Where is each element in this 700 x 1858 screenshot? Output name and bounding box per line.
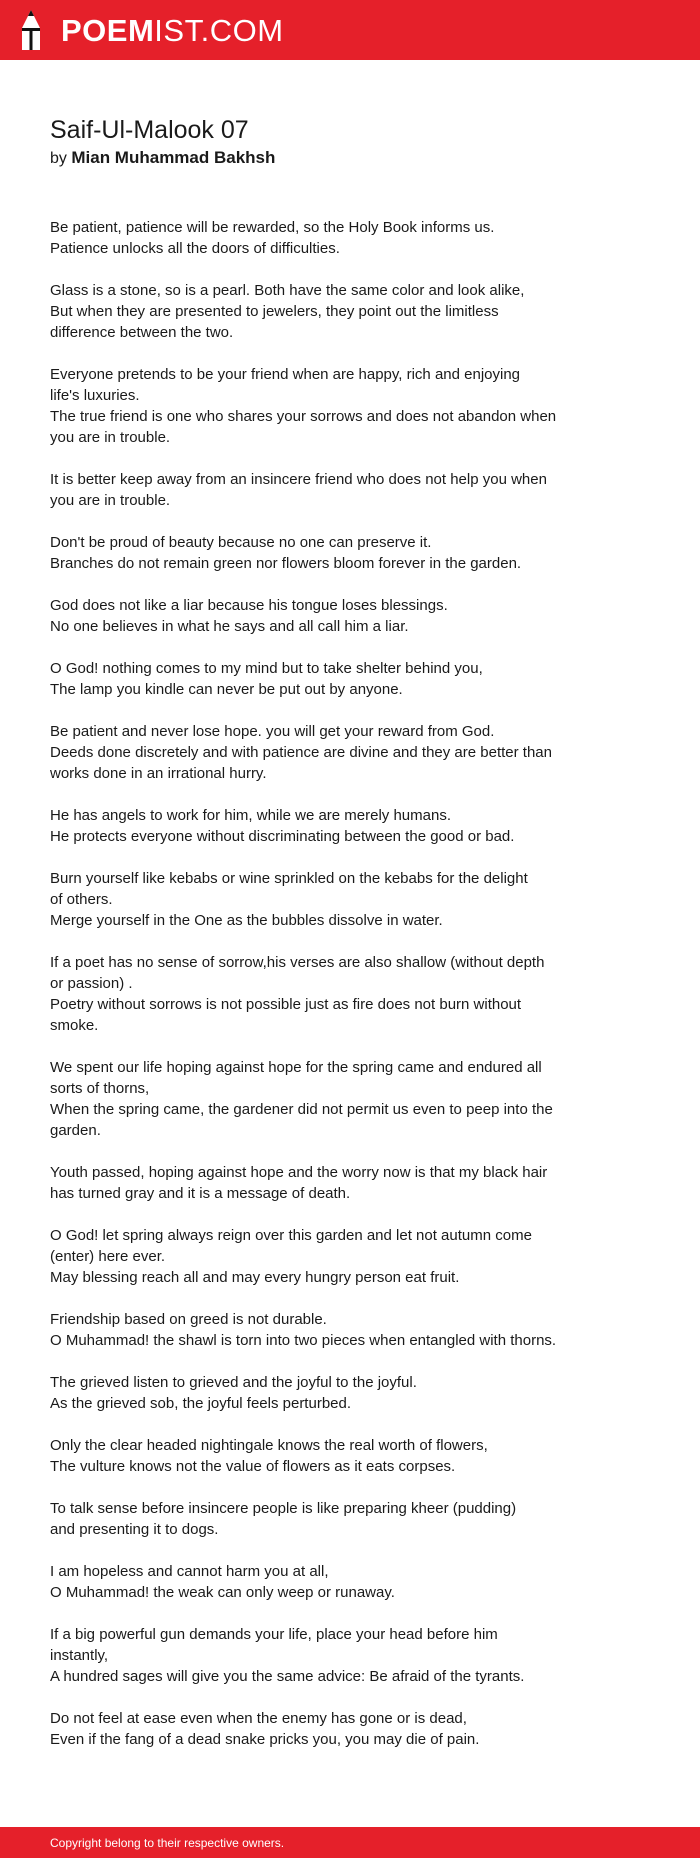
stanza	[50, 1225, 590, 1288]
poem-line: No one believes in what he says and all call him a liar.	[50, 618, 409, 635]
byline	[50, 148, 275, 168]
poem-line: works done in an irrational hurry.	[50, 765, 267, 782]
poem-line: difference between the two.	[50, 324, 234, 341]
poem-line: He has angels to work for him, while we are merely humans.	[50, 807, 452, 824]
poem-line: O Muhammad! the shawl is torn into two pieces when entangled with thorns.	[50, 1332, 557, 1349]
poem-line: The lamp you kindle can never be put out by anyone.	[50, 681, 403, 698]
poem-line: you are in trouble.	[50, 429, 171, 446]
poem-line: you are in trouble.	[50, 492, 171, 509]
poem-line: sorts of thorns,	[50, 1080, 150, 1097]
author-name[interactable]: Mian Muhammad Bakhsh	[71, 148, 276, 167]
stanza	[50, 1162, 590, 1204]
poem-line: But when they are presented to jewelers, they point out the limitless	[50, 303, 499, 320]
logo-light-text: IST.COM	[154, 12, 284, 48]
poem-body	[50, 217, 590, 1771]
poem-line: Branches do not remain green nor flowers bloom forever in the garden.	[50, 555, 522, 572]
poem-line: or passion) .	[50, 975, 133, 992]
poem-line: Friendship based on greed is not durable.	[50, 1311, 327, 1328]
stanza	[50, 469, 590, 511]
stanza	[50, 595, 590, 637]
poem-line: Youth passed, hoping against hope and the worry now is that my black hair	[50, 1164, 548, 1181]
poem-line: of others.	[50, 891, 113, 908]
poem-line: It is better keep away from an insincere friend who does not help you when	[50, 471, 547, 488]
stanza	[50, 1708, 590, 1750]
poem-line: A hundred sages will give you the same advice: Be afraid of the tyrants.	[50, 1668, 525, 1685]
stanza	[50, 868, 590, 931]
poem-line: Don't be proud of beauty because no one can preserve it.	[50, 534, 432, 551]
poem-line: He protects everyone without discriminating between the good or bad.	[50, 828, 515, 845]
stanza	[50, 721, 590, 784]
poem-line: O God! nothing comes to my mind but to take shelter behind you,	[50, 660, 483, 677]
poem-line: The true friend is one who shares your sorrows and does not abandon when	[50, 408, 557, 425]
poem-line: instantly,	[50, 1647, 109, 1664]
poem-title: Saif-Ul-Malook 07	[50, 116, 249, 144]
poem-line: life's luxuries.	[50, 387, 140, 404]
poem-line: When the spring came, the gardener did not permit us even to peep into the	[50, 1101, 553, 1118]
poem-line: Deeds done discretely and with patience are divine and they are better than	[50, 744, 552, 761]
poem-line: I am hopeless and cannot harm you at all,	[50, 1563, 329, 1580]
logo-bold-text: POEM	[61, 12, 155, 48]
stanza	[50, 1372, 590, 1414]
poem-line: and presenting it to dogs.	[50, 1521, 219, 1538]
poem-line: smoke.	[50, 1017, 99, 1034]
poem-line: Only the clear headed nightingale knows the real worth of flowers,	[50, 1437, 488, 1454]
poem-line: The grieved listen to grieved and the joyful to the joyful.	[50, 1374, 417, 1391]
stanza	[50, 217, 590, 259]
copyright-text: Copyright belong to their respective owners.	[50, 1836, 285, 1850]
stanza	[50, 952, 590, 1036]
poem-line: O God! let spring always reign over this garden and let not autumn come	[50, 1227, 532, 1244]
poem-line: has turned gray and it is a message of death.	[50, 1185, 351, 1202]
poem-line: Poetry without sorrows is not possible just as fire does not burn without	[50, 996, 522, 1013]
poem-line: (enter) here ever.	[50, 1248, 166, 1265]
stanza	[50, 1057, 590, 1141]
poem-line: Be patient and never lose hope. you will get your reward from God.	[50, 723, 495, 740]
stanza	[50, 1309, 590, 1351]
stanza	[50, 364, 590, 448]
by-label: by	[50, 150, 67, 167]
pencil-icon[interactable]	[17, 8, 45, 52]
poem-line: Even if the fang of a dead snake pricks you, you may die of pain.	[50, 1731, 480, 1748]
poem-line: The vulture knows not the value of flowers as it eats corpses.	[50, 1458, 456, 1475]
poem-line: Patience unlocks all the doors of difficulties.	[50, 240, 340, 257]
stanza	[50, 658, 590, 700]
poem-line: Glass is a stone, so is a pearl. Both have the same color and look alike,	[50, 282, 525, 299]
poem-line: Merge yourself in the One as the bubbles dissolve in water.	[50, 912, 443, 929]
stanza	[50, 1498, 590, 1540]
poem-line: O Muhammad! the weak can only weep or runaway.	[50, 1584, 395, 1601]
stanza	[50, 1435, 590, 1477]
poem-line: If a poet has no sense of sorrow,his verses are also shallow (without depth	[50, 954, 545, 971]
poem-line: garden.	[50, 1122, 101, 1139]
stanza	[50, 1624, 590, 1687]
poem-line: We spent our life hoping against hope for the spring came and endured all	[50, 1059, 542, 1076]
stanza	[50, 532, 590, 574]
poem-line: To talk sense before insincere people is like preparing kheer (pudding)	[50, 1500, 517, 1517]
stanza	[50, 280, 590, 343]
stanza	[50, 805, 590, 847]
site-logo[interactable]	[61, 12, 284, 48]
poem-line: If a big powerful gun demands your life, place your head before him	[50, 1626, 498, 1643]
poem-line: As the grieved sob, the joyful feels perturbed.	[50, 1395, 352, 1412]
site-header	[0, 0, 700, 60]
site-footer	[0, 1827, 700, 1858]
stanza	[50, 1561, 590, 1603]
poem-line: Be patient, patience will be rewarded, so the Holy Book informs us.	[50, 219, 495, 236]
poem-line: May blessing reach all and may every hungry person eat fruit.	[50, 1269, 460, 1286]
poem-line: Burn yourself like kebabs or wine sprinkled on the kebabs for the delight	[50, 870, 528, 887]
poem-line: God does not like a liar because his tongue loses blessings.	[50, 597, 448, 614]
poem-line: Do not feel at ease even when the enemy has gone or is dead,	[50, 1710, 467, 1727]
poem-line: Everyone pretends to be your friend when are happy, rich and enjoying	[50, 366, 521, 383]
